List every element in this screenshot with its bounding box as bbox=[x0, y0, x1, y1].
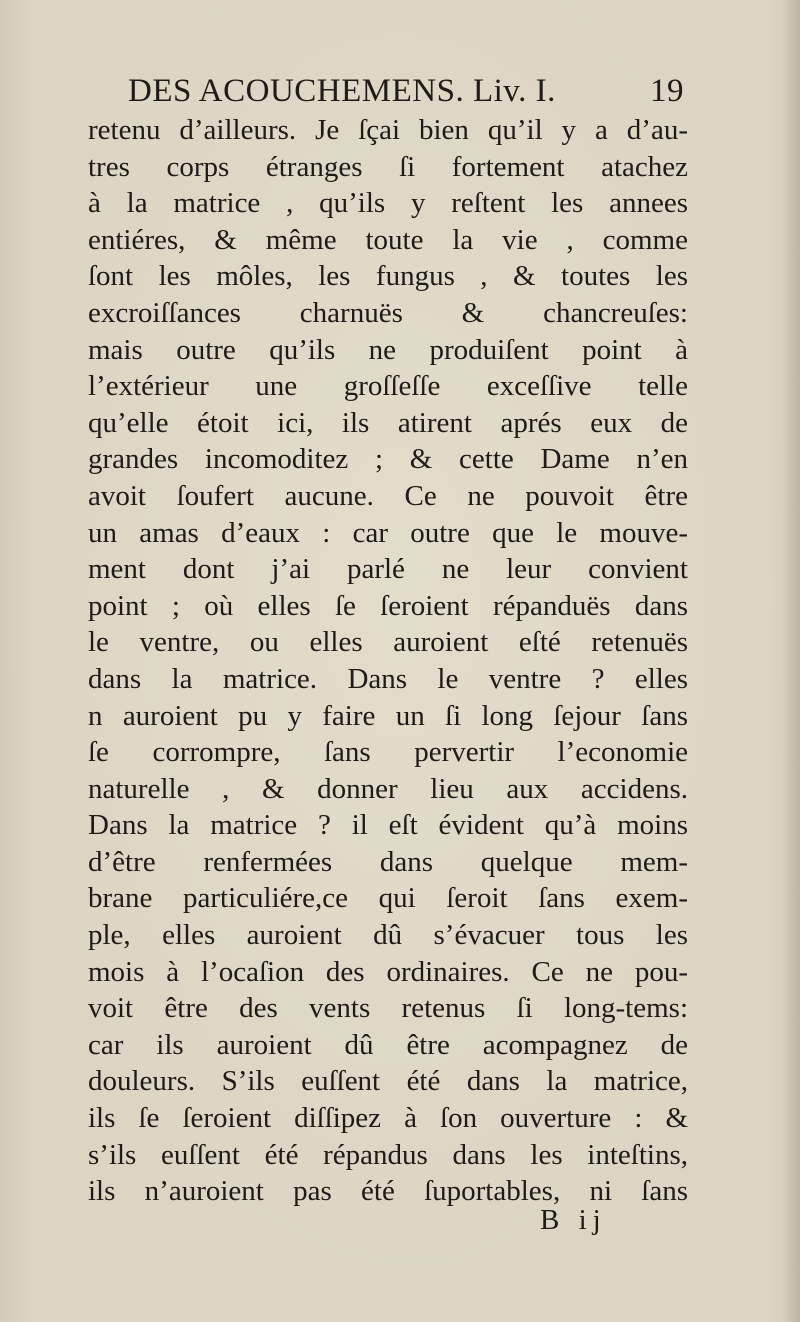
text-line: s’ils euſſent été répandus dans les inteſtins, bbox=[88, 1138, 688, 1171]
running-header bbox=[128, 66, 684, 116]
text-line: brane particuliére,ce qui ſeroit ſans exem- bbox=[88, 882, 688, 915]
text-line: l’extérieur une groſſeſſe exceſſive telle bbox=[88, 370, 688, 403]
text-line: le ventre, ou elles auroient eſté retenuës bbox=[88, 626, 688, 659]
text-line: à la matrice , qu’ils y reſtent les annees bbox=[88, 187, 688, 220]
text-line: n auroient pu y faire un ſi long ſejour ſans bbox=[88, 699, 688, 732]
text-line: un amas d’eaux : car outre que le mouve- bbox=[88, 516, 688, 549]
text-line: excroiſſances charnuës & chancreuſes: bbox=[88, 296, 688, 329]
text-line: ſe corrompre, ſans pervertir l’economie bbox=[88, 736, 688, 769]
text-line: ple, elles auroient dû s’évacuer tous les bbox=[88, 919, 688, 952]
text-line: ils n’auroient pas été ſuportables, ni ſans bbox=[88, 1175, 688, 1208]
text-line: douleurs. S’ils euſſent été dans la matrice, bbox=[88, 1065, 688, 1098]
page-number: 19 bbox=[650, 73, 684, 109]
text-line: Dans la matrice ? il eſt évident qu’à moins bbox=[88, 809, 688, 842]
running-title: DES ACOUCHEMENS. Liv. I. bbox=[128, 73, 556, 109]
text-line: retenu d’ailleurs. Je ſçai bien qu’il y a d’au- bbox=[88, 114, 688, 146]
text-line: ils ſe ſeroient diſſipez à ſon ouverture : & bbox=[88, 1102, 688, 1135]
text-line: avoit ſoufert aucune. Ce ne pouvoit être bbox=[88, 479, 688, 512]
page-edge-shadow bbox=[782, 0, 800, 1322]
text-line: grandes incomoditez ; & cette Dame n’en bbox=[88, 443, 688, 476]
text-line: tres corps étranges ſi fortement atachez bbox=[88, 150, 688, 183]
text-line: d’être renfermées dans quelque mem- bbox=[88, 845, 688, 878]
text-line: entiéres, & même toute la vie , comme bbox=[88, 223, 688, 256]
text-line: point ; où elles ſe ſeroient répanduës dans bbox=[88, 589, 688, 622]
text-line: qu’elle étoit ici, ils atirent aprés eux de bbox=[88, 406, 688, 439]
signature-mark: B ij bbox=[540, 1204, 607, 1236]
text-line: naturelle , & donner lieu aux accidens. bbox=[88, 772, 688, 805]
text-line: voit être des vents retenus ſi long-tems: bbox=[88, 992, 688, 1025]
text-line: ſont les môles, les fungus , & toutes les bbox=[88, 260, 688, 293]
text-line: dans la matrice. Dans le ventre ? elles bbox=[88, 662, 688, 695]
text-line: mais outre qu’ils ne produiſent point à bbox=[88, 333, 688, 366]
text-line: ment dont j’ai parlé ne leur convient bbox=[88, 553, 688, 586]
text-line: car ils auroient dû être acompagnez de bbox=[88, 1028, 688, 1061]
body-text bbox=[88, 112, 688, 1210]
text-line: mois à l’ocaſion des ordinaires. Ce ne pou- bbox=[88, 955, 688, 988]
